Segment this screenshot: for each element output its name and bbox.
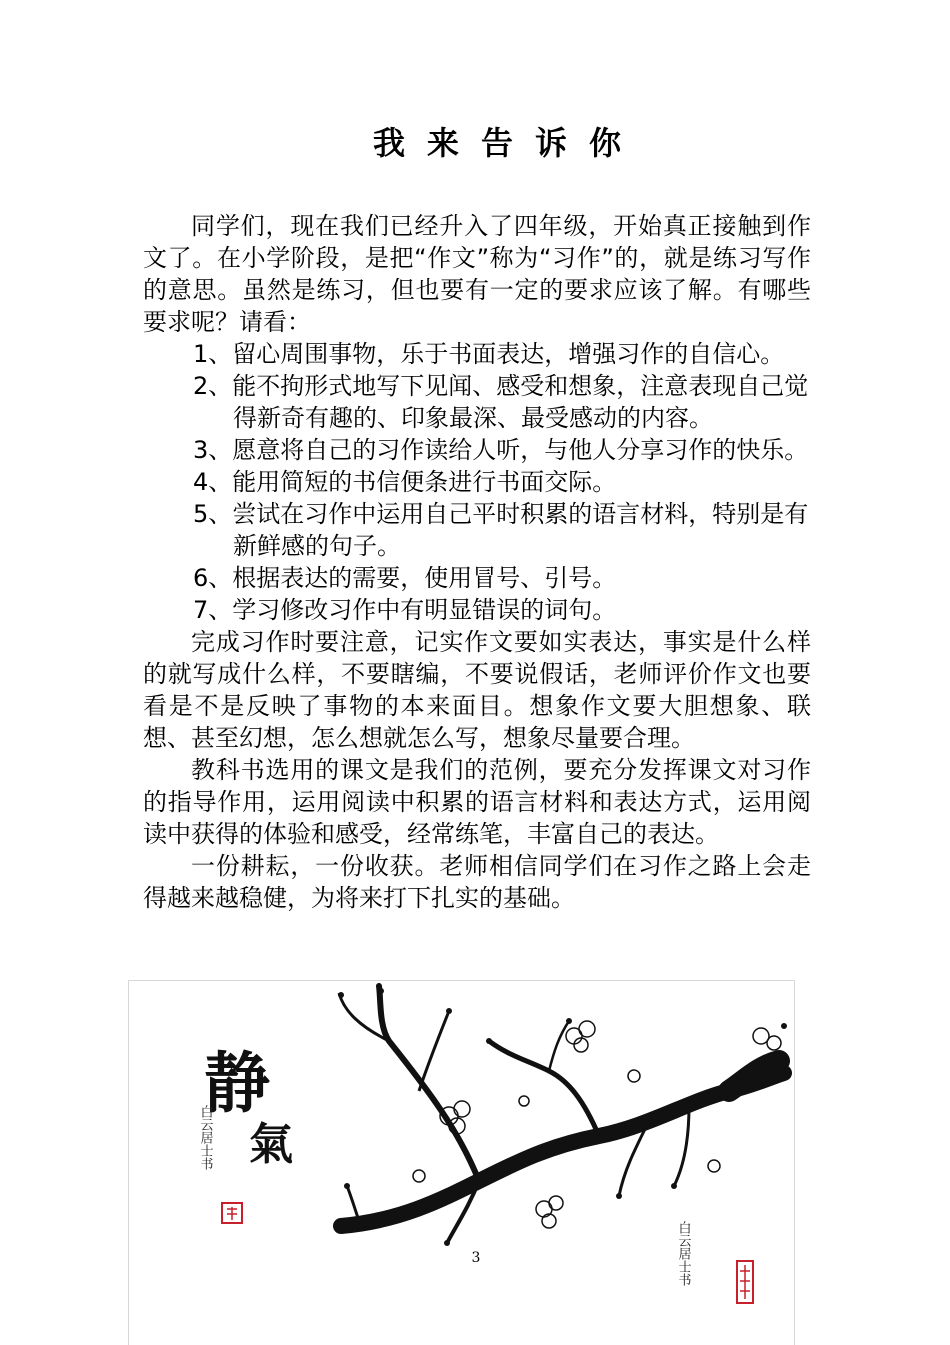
signature-right: 白云居士书 (675, 1221, 691, 1286)
ink-painting (129, 981, 794, 1345)
intro-paragraph: 同学们，现在我们已经升入了四年级，开始真正接触到作文了。在小学阶段，是把“作文”称为“习作”的，就是练习写作的意思。虽然是练习，但也要有一定的要求应该了解。有哪些要求呢？请看： (143, 212, 811, 336)
article-body (143, 210, 811, 914)
twig (549, 1021, 569, 1071)
notice-paragraph: 完成习作时要注意，记实作文要如实表达，事实是什么样的就写成什么样，不要瞎编，不要说假话，老师评价作文也要看是不是反映了事物的本来面目。想象作文要大胆想象、联想、甚至幻想，怎么想就怎么写，想象尽量要合理。 (143, 628, 811, 752)
requirements-list (143, 338, 811, 626)
requirement-item: 3、愿意将自己的习作读给人听，与他人分享习作的快乐。 (193, 436, 809, 464)
mid-branch (489, 1041, 599, 1136)
plum-blossom-painting (128, 980, 795, 1345)
seal-right-mark (740, 1265, 750, 1299)
plum-blossoms (413, 1021, 781, 1228)
page-number: 3 (471, 1250, 481, 1266)
requirement-item: 1、留心周围事物，乐于书面表达，增强习作的自信心。 (193, 340, 785, 368)
calligraphy-qi: 氣 (249, 1119, 293, 1170)
textbook-paragraph: 教科书选用的课文是我们的范例，要充分发挥课文对习作的指导作用，运用阅读中积累的语言材料和表达方式，运用阅读中获得的体验和感受，经常练笔，丰富自己的表达。 (143, 756, 811, 848)
closing-paragraph: 一份耕耘，一份收获。老师相信同学们在习作之路上会走得越来越稳健，为将来打下扎实的基础。 (143, 852, 811, 912)
signature-left: 白云居士书 (197, 1105, 213, 1170)
upper-branch (379, 986, 479, 1181)
seal-left-mark (227, 1207, 237, 1220)
requirement-item: 4、能用简短的书信便条进行书面交际。 (193, 468, 617, 496)
requirement-item: 5、尝试在习作中运用自己平时积累的语言材料，特别是有新鲜感的句子。 (193, 500, 809, 560)
requirement-item: 2、能不拘形式地写下见闻、感受和想象，注意表现自己觉得新奇有趣的、印象最深、最受感动的内容。 (193, 372, 809, 432)
calligraphy-jing: 静 (204, 1044, 270, 1122)
requirement-item: 6、根据表达的需要，使用冒号、引号。 (193, 564, 617, 592)
twig (419, 1011, 449, 1091)
page-title: 我来告诉你 (372, 124, 643, 162)
twig (347, 1186, 359, 1221)
requirement-item: 7、学习修改习作中有明显错误的词句。 (193, 596, 617, 624)
